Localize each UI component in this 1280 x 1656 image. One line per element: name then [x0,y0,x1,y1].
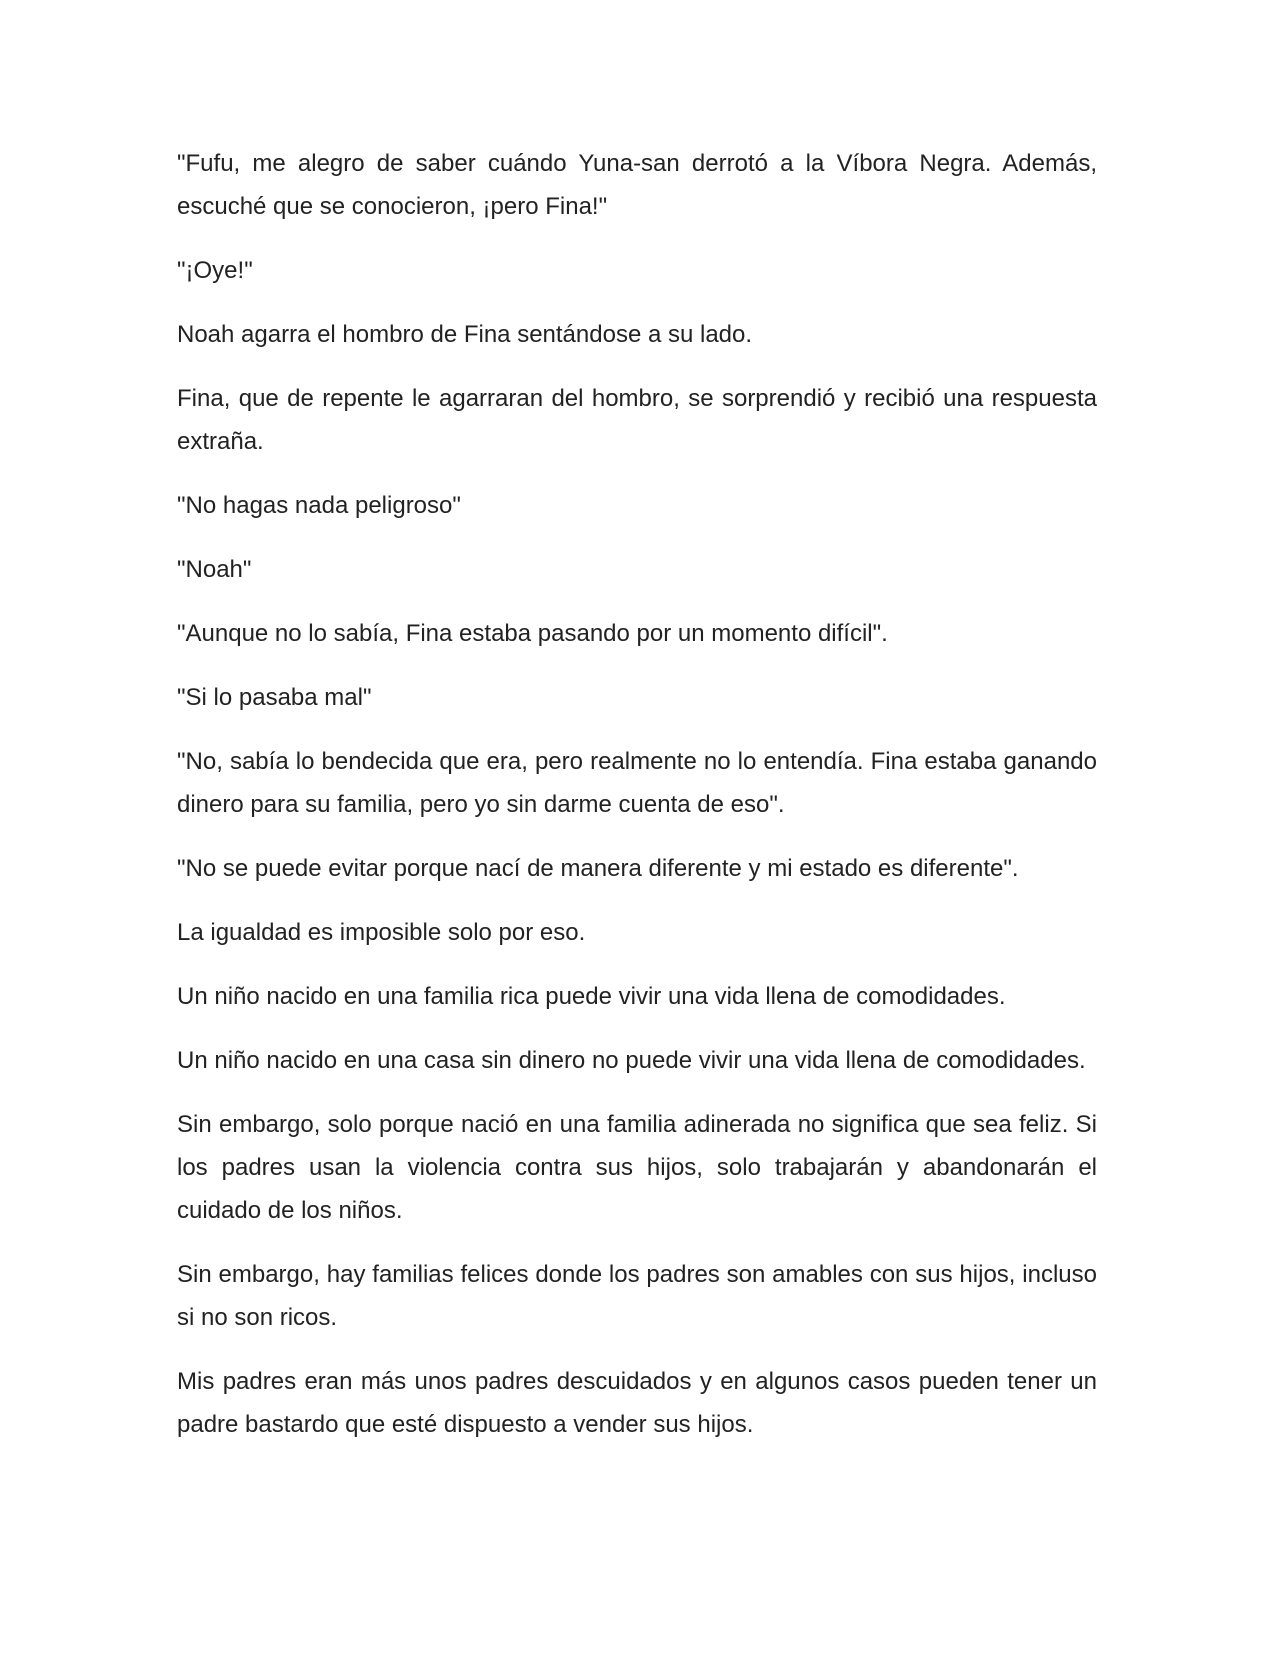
paragraph: "No hagas nada peligroso" [177,492,461,519]
paragraph: Un niño nacido en una casa sin dinero no puede vivir una vida llena de comodidades. [177,1047,1086,1074]
paragraph: Mis padres eran más unos padres descuidados y en algunos casos pueden tener un padre bastardo que esté dispuesto a vender sus hijos. [177,1368,1097,1438]
paragraph: "No se puede evitar porque nací de manera diferente y mi estado es diferente". [177,855,1019,882]
paragraph: "Aunque no lo sabía, Fina estaba pasando por un momento difícil". [177,620,888,647]
paragraph: "¡Oye!" [177,257,253,284]
paragraph: "Noah" [177,556,252,583]
paragraph: "No, sabía lo bendecida que era, pero realmente no lo entendía. Fina estaba ganando dinero para su familia, pero yo sin darme cuenta de eso". [177,748,1097,818]
paragraph: Un niño nacido en una familia rica puede vivir una vida llena de comodidades. [177,983,1006,1010]
paragraph: "Fufu, me alegro de saber cuándo Yuna-san derrotó a la Víbora Negra. Además, escuché que se conocieron, ¡pero Fina!" [177,150,1097,220]
paragraph: Fina, que de repente le agarraran del hombro, se sorprendió y recibió una respuesta extraña. [177,385,1097,455]
paragraph: Sin embargo, hay familias felices donde los padres son amables con sus hijos, incluso si no son ricos. [177,1261,1097,1331]
paragraph: La igualdad es imposible solo por eso. [177,919,586,946]
paragraph: "Si lo pasaba mal" [177,684,372,711]
paragraph: Noah agarra el hombro de Fina sentándose a su lado. [177,321,753,348]
paragraph: Sin embargo, solo porque nació en una familia adinerada no significa que sea feliz. Si los padres usan la violencia contra sus hijos, solo trabajarán y abandonarán el cuidado de los niños. [177,1111,1097,1224]
document-body [177,142,1097,1467]
